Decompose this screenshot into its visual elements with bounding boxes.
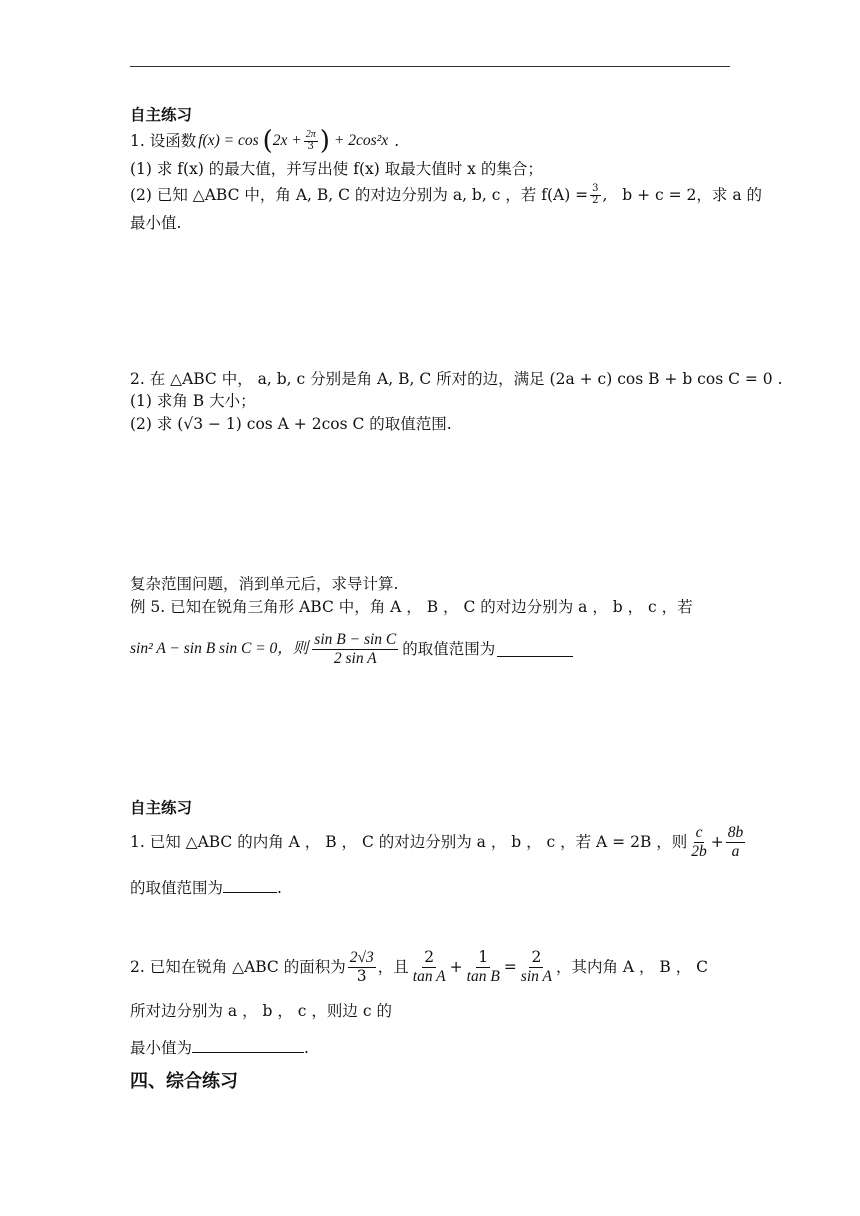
practice-2-post: ，其内角 A ， B ， C — [555, 958, 709, 976]
fraction-denominator: 3 — [307, 140, 314, 152]
problem-2-stem: 2. 在 △ABC 中， a, b, c 分别是角 A, B, C 所对的边，满足 (2a + c) cos B + b cos C = 0 . — [130, 370, 783, 388]
practice-2-line-3 — [130, 1037, 309, 1059]
fraction-numerator: 2 — [531, 947, 542, 966]
fraction-8b-over-a — [726, 824, 746, 861]
plus-sign: + — [449, 958, 463, 976]
plus-sign: + — [710, 833, 724, 851]
fraction-numerator: 3 — [592, 183, 599, 194]
fraction-3-over-2 — [590, 184, 600, 206]
practice-1-prefix: 1. 已知 △ABC 的内角 A ， B ， C 的对边分别为 a ， b ， c ，若 A = 2B ，则 — [130, 833, 688, 851]
fraction-denominator: 2b — [691, 842, 707, 860]
section-heading-self-practice-1: 自主练习 — [130, 106, 193, 124]
left-paren: ( — [262, 126, 273, 156]
answer-blank — [497, 642, 573, 657]
fraction-2-over-sinA — [519, 949, 554, 986]
fraction-numerator: 2 — [424, 947, 435, 966]
fraction-denominator: 2 — [592, 194, 599, 206]
problem-2-question-1: (1) 求角 B 大小； — [130, 392, 256, 410]
problem-2-question-2: (2) 求 (√3 − 1) cos A + 2cos C 的取值范围. — [130, 415, 452, 433]
answer-blank — [192, 1038, 304, 1053]
problem-1-arg: 2x + — [272, 132, 302, 149]
fraction-denominator: 3 — [356, 966, 367, 985]
fraction-numerator: 8b — [727, 823, 744, 841]
fraction-sinB-minus-sinC — [312, 631, 398, 668]
fraction-numerator: 1 — [478, 947, 489, 966]
question-2-suffix: , b + c = 2，求 a 的 — [602, 186, 762, 204]
problem-1-end: . — [394, 132, 400, 150]
problem-1-question-1: (1) 求 f(x) 的最大值，并写出使 f(x) 取最大值时 x 的集合； — [130, 160, 543, 178]
fraction-2pi-over-3 — [304, 130, 318, 152]
practice-1-end: . — [277, 879, 282, 897]
fraction-2-over-tanA — [411, 949, 448, 986]
problem-1-prefix: 1. 设函数 — [130, 132, 197, 150]
question-2-prefix: (2) 已知 △ABC 中，角 A, B, C 的对边分别为 a, b, c ，若 f(A) = — [130, 186, 589, 204]
fraction-denominator: sin A — [520, 967, 552, 985]
problem-1-stem — [130, 124, 399, 158]
header-rule — [130, 66, 730, 67]
equals-sign: = — [503, 958, 517, 976]
practice-2-mid: ，且 — [377, 958, 409, 976]
practice-1-line-2 — [130, 877, 282, 899]
example-5-tail: 的取值范围为 — [402, 640, 496, 658]
fraction-c-over-2b — [689, 824, 709, 861]
practice-2-prefix: 2. 已知在锐角 △ABC 的面积为 — [130, 958, 346, 976]
fraction-1-over-tanB — [465, 949, 502, 986]
problem-1-question-2 — [130, 180, 762, 210]
example-5-line-2 — [130, 626, 573, 672]
practice-2-line-1 — [130, 944, 708, 990]
practice-2-min-label: 最小值为 — [130, 1039, 193, 1057]
example-5-line-1: 例 5. 已知在锐角三角形 ABC 中，角 A ， B ， C 的对边分别为 a ， b ， c ，若 — [130, 598, 693, 616]
section-heading-comprehensive-practice: 四、综合练习 — [130, 1071, 238, 1092]
range-problem-intro: 复杂范围问题，消到单元后，求导计算. — [130, 575, 399, 593]
fraction-denominator: tan B — [466, 967, 500, 985]
fraction-area — [348, 949, 376, 986]
practice-1-line-1 — [130, 820, 747, 864]
practice-2-end: . — [304, 1039, 309, 1057]
answer-blank — [223, 878, 277, 893]
fraction-denominator: a — [731, 842, 740, 860]
fraction-numerator: c — [695, 823, 703, 841]
fraction-denominator: tan A — [412, 967, 446, 985]
fraction-numerator: 2√3 — [349, 948, 374, 966]
fraction-numerator: 2π — [305, 129, 316, 140]
practice-2-line-2: 所对边分别为 a ， b ， c ，则边 c 的 — [130, 1002, 392, 1020]
practice-1-cont: 的取值范围为 — [130, 879, 224, 897]
section-heading-self-practice-2: 自主练习 — [130, 799, 193, 817]
problem-1-question-2-cont: 最小值. — [130, 214, 182, 232]
example-5-condition: sin² A − sin B sin C = 0，则 — [130, 640, 309, 657]
problem-1-func: f(x) = cos — [198, 132, 259, 149]
fraction-numerator: sin B − sin C — [314, 630, 397, 648]
right-paren: ) — [319, 126, 330, 156]
fraction-denominator: 2 sin A — [333, 649, 377, 667]
problem-1-tail: + 2cos²x — [333, 132, 389, 149]
